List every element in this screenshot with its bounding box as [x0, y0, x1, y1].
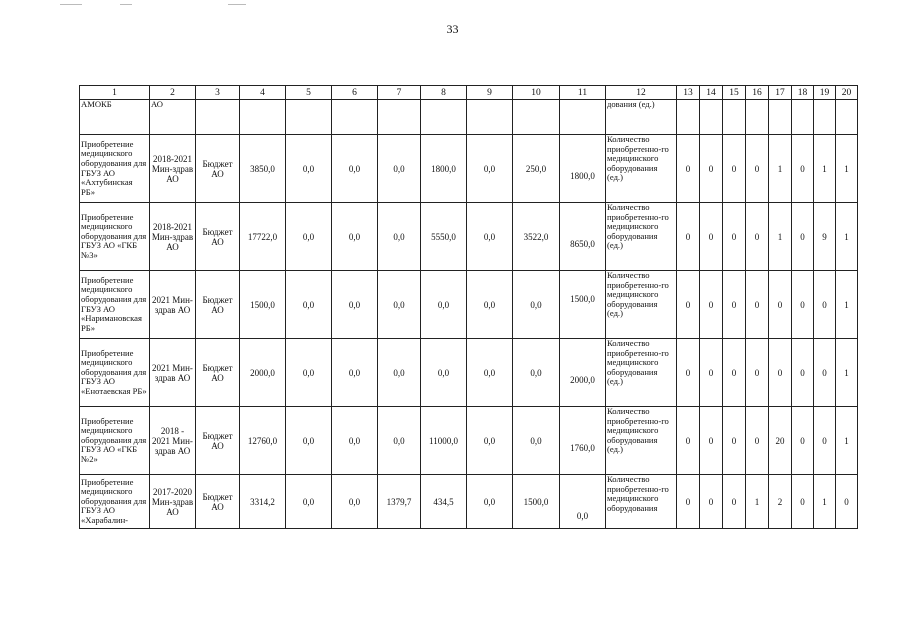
value-cell	[467, 100, 513, 135]
value-text: 2000,0	[570, 374, 595, 385]
value-cell: 0,0	[286, 339, 332, 407]
value-cell: 5550,0	[421, 203, 467, 271]
count-cell: 0	[792, 339, 814, 407]
measure-name-cell: Приобретение медицинского оборудования для ГБУЗ АО «Наримановская РБ»	[80, 271, 150, 339]
value-cell	[421, 100, 467, 135]
count-cell	[746, 100, 769, 135]
measure-name-cell: Приобретение медицинского оборудования для ГБУЗ АО «Енотаевская РБ»	[80, 339, 150, 407]
column-header: 15	[723, 86, 746, 100]
count-cell	[836, 100, 858, 135]
indicator-cell: Количество приобретенно-го медицинского оборудования (ед.)	[606, 203, 677, 271]
column-header: 6	[332, 86, 378, 100]
count-cell	[677, 100, 700, 135]
page-number: 33	[446, 22, 459, 36]
count-cell: 1	[814, 475, 836, 529]
measure-name-cell: Приобретение медицинского оборудования для ГБУЗ АО «ГКБ №3»	[80, 203, 150, 271]
column-header: 8	[421, 86, 467, 100]
value-cell: 0,0	[332, 135, 378, 203]
scan-artifact	[228, 4, 246, 5]
value-cell: 250,0	[513, 135, 560, 203]
count-cell: 0	[700, 271, 723, 339]
source-cell	[196, 100, 240, 135]
period-cell: 2018 - 2021 Мин-здрав АО	[150, 407, 196, 475]
value-cell: 0,0	[378, 407, 421, 475]
indicator-cell: Количество приобретенно-го медицинского оборудования (ед.)	[606, 271, 677, 339]
column-header: 19	[814, 86, 836, 100]
column-header: 5	[286, 86, 332, 100]
count-cell: 1	[746, 475, 769, 529]
measure-name-cell: АМОКБ	[80, 100, 150, 135]
column-header: 13	[677, 86, 700, 100]
measure-name-cell: Приобретение медицинского оборудования для ГБУЗ АО «Харабалин-	[80, 475, 150, 529]
count-cell: 0	[814, 407, 836, 475]
count-cell: 0	[677, 339, 700, 407]
column-header: 10	[513, 86, 560, 100]
period-cell: 2021 Мин-здрав АО	[150, 271, 196, 339]
source-cell: Бюджет АО	[196, 407, 240, 475]
column-header: 14	[700, 86, 723, 100]
count-cell: 0	[677, 203, 700, 271]
value-cell: 1500,0	[513, 475, 560, 529]
value-cell: 0,0	[332, 475, 378, 529]
count-cell: 0	[723, 203, 746, 271]
count-cell: 0	[723, 339, 746, 407]
count-cell: 0	[792, 271, 814, 339]
value-cell	[560, 475, 606, 529]
column-header: 1	[80, 86, 150, 100]
column-header: 17	[769, 86, 792, 100]
count-cell: 20	[769, 407, 792, 475]
table-row	[80, 475, 858, 529]
value-cell: 0,0	[513, 407, 560, 475]
value-text: 0,0	[576, 510, 589, 521]
period-cell: 2018-2021 Мин-здрав АО	[150, 135, 196, 203]
value-cell: 2000,0	[240, 339, 286, 407]
table-row	[80, 135, 858, 203]
count-cell: 0	[677, 271, 700, 339]
value-cell	[240, 100, 286, 135]
value-cell: 0,0	[378, 339, 421, 407]
count-cell: 0	[746, 135, 769, 203]
value-text: 1760,0	[570, 442, 595, 453]
value-cell	[560, 407, 606, 475]
column-header: 4	[240, 86, 286, 100]
measure-name-cell: Приобретение медицинского оборудования для ГБУЗ АО «Ахтубинская РБ»	[80, 135, 150, 203]
value-cell: 3850,0	[240, 135, 286, 203]
count-cell: 0	[746, 339, 769, 407]
count-cell: 0	[700, 203, 723, 271]
value-cell	[560, 203, 606, 271]
value-cell	[286, 100, 332, 135]
period-cell: 2018-2021 Мин-здрав АО	[150, 203, 196, 271]
value-cell: 0,0	[286, 271, 332, 339]
value-cell	[560, 100, 606, 135]
value-cell: 3314,2	[240, 475, 286, 529]
period-cell: 2017-2020 Мин-здрав АО	[150, 475, 196, 529]
table-row	[80, 407, 858, 475]
column-header: 2	[150, 86, 196, 100]
value-cell: 1500,0	[240, 271, 286, 339]
count-cell: 0	[792, 203, 814, 271]
count-cell: 1	[836, 271, 858, 339]
count-cell: 0	[723, 475, 746, 529]
table-row	[80, 339, 858, 407]
value-cell	[332, 100, 378, 135]
count-cell: 2	[769, 475, 792, 529]
count-cell: 1	[836, 135, 858, 203]
value-cell: 0,0	[467, 407, 513, 475]
value-cell: 0,0	[421, 271, 467, 339]
count-cell: 0	[723, 135, 746, 203]
value-cell: 0,0	[467, 135, 513, 203]
indicator-cell: дования (ед.)	[606, 100, 677, 135]
value-cell: 12760,0	[240, 407, 286, 475]
count-cell: 0	[677, 135, 700, 203]
value-cell: 0,0	[332, 339, 378, 407]
count-cell	[700, 100, 723, 135]
indicator-cell: Количество приобретенно-го медицинского оборудования (ед.)	[606, 339, 677, 407]
value-text: 1500,0	[570, 293, 595, 304]
count-cell	[769, 100, 792, 135]
indicator-cell: Количество приобретенно-го медицинского оборудования (ед.)	[606, 407, 677, 475]
data-table	[79, 85, 858, 529]
count-cell: 1	[769, 135, 792, 203]
scan-artifact	[60, 4, 82, 5]
column-header: 7	[378, 86, 421, 100]
value-cell: 0,0	[286, 475, 332, 529]
count-cell: 0	[700, 135, 723, 203]
count-cell: 0	[677, 407, 700, 475]
value-cell: 0,0	[421, 339, 467, 407]
count-cell: 0	[723, 407, 746, 475]
value-cell: 0,0	[467, 271, 513, 339]
value-cell: 0,0	[378, 271, 421, 339]
count-cell: 0	[700, 475, 723, 529]
count-cell: 0	[769, 271, 792, 339]
count-cell: 1	[836, 203, 858, 271]
table-row	[80, 271, 858, 339]
column-header: 3	[196, 86, 240, 100]
count-cell: 0	[769, 339, 792, 407]
value-cell: 0,0	[513, 271, 560, 339]
value-cell: 1800,0	[421, 135, 467, 203]
source-cell: Бюджет АО	[196, 475, 240, 529]
value-cell: 0,0	[467, 475, 513, 529]
value-cell	[560, 135, 606, 203]
count-cell	[723, 100, 746, 135]
table-row	[80, 100, 858, 135]
count-cell: 0	[700, 339, 723, 407]
count-cell: 0	[814, 271, 836, 339]
measure-name-cell: Приобретение медицинского оборудования для ГБУЗ АО «ГКБ №2»	[80, 407, 150, 475]
column-header: 9	[467, 86, 513, 100]
header-row	[80, 86, 858, 100]
value-cell: 0,0	[378, 135, 421, 203]
period-cell: АО	[150, 100, 196, 135]
value-cell: 11000,0	[421, 407, 467, 475]
column-header: 11	[560, 86, 606, 100]
value-cell: 0,0	[332, 407, 378, 475]
count-cell: 0	[792, 135, 814, 203]
value-cell: 0,0	[286, 203, 332, 271]
source-cell: Бюджет АО	[196, 339, 240, 407]
count-cell: 0	[746, 203, 769, 271]
source-cell: Бюджет АО	[196, 203, 240, 271]
count-cell: 0	[792, 407, 814, 475]
value-cell: 0,0	[467, 203, 513, 271]
value-cell	[513, 100, 560, 135]
value-cell: 0,0	[513, 339, 560, 407]
count-cell: 0	[700, 407, 723, 475]
value-cell: 0,0	[286, 135, 332, 203]
value-cell: 434,5	[421, 475, 467, 529]
value-text: 8650,0	[570, 238, 595, 249]
value-cell: 0,0	[332, 203, 378, 271]
indicator-cell: Количество приобретенно-го медицинского оборудования	[606, 475, 677, 529]
source-cell: Бюджет АО	[196, 271, 240, 339]
count-cell: 9	[814, 203, 836, 271]
count-cell: 0	[723, 271, 746, 339]
value-cell: 0,0	[332, 271, 378, 339]
count-cell: 0	[836, 475, 858, 529]
scan-artifact	[120, 4, 132, 5]
count-cell: 0	[677, 475, 700, 529]
value-cell	[560, 339, 606, 407]
value-cell: 0,0	[286, 407, 332, 475]
column-header: 12	[606, 86, 677, 100]
count-cell: 1	[836, 407, 858, 475]
value-text: 1800,0	[570, 170, 595, 181]
table-row	[80, 203, 858, 271]
count-cell: 0	[814, 339, 836, 407]
value-cell	[560, 271, 606, 339]
count-cell: 0	[746, 407, 769, 475]
column-header: 16	[746, 86, 769, 100]
count-cell	[792, 100, 814, 135]
column-header: 18	[792, 86, 814, 100]
count-cell: 1	[836, 339, 858, 407]
count-cell: 0	[792, 475, 814, 529]
count-cell	[814, 100, 836, 135]
value-cell: 0,0	[467, 339, 513, 407]
indicator-cell: Количество приобретенно-го медицинского оборудования (ед.)	[606, 135, 677, 203]
value-cell: 17722,0	[240, 203, 286, 271]
value-cell: 1379,7	[378, 475, 421, 529]
value-cell: 0,0	[378, 203, 421, 271]
count-cell: 1	[814, 135, 836, 203]
count-cell: 1	[769, 203, 792, 271]
column-header: 20	[836, 86, 858, 100]
value-cell	[378, 100, 421, 135]
period-cell: 2021 Мин-здрав АО	[150, 339, 196, 407]
count-cell: 0	[746, 271, 769, 339]
source-cell: Бюджет АО	[196, 135, 240, 203]
value-cell: 3522,0	[513, 203, 560, 271]
